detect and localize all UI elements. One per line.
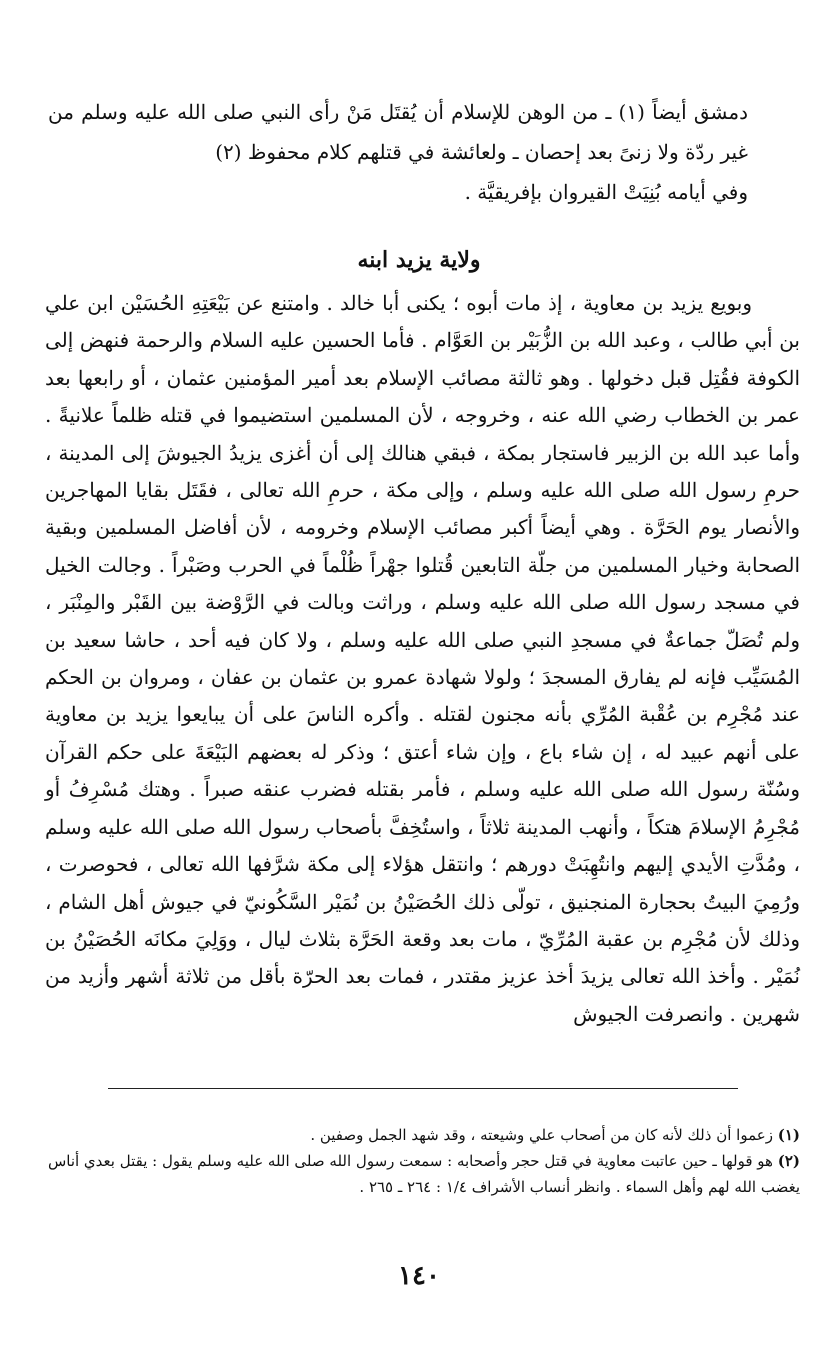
body-paragraph: وبويع يزيد بن معاوية ، إذ مات أبوه ؛ يكنى أبا خالد . وامتنع عن بَيْعَتِهِ الحُسَيْن ابن علي بن أبي طالب ، وعبد الله بن الزُّبَيْر بن العَوَّام . فأما الحسين عليه السلام والرحمة فنهض إلى الكوفة فقُتِل قبل دخولها . وهو ثالثة مصائب الإسلام بعد أمير المؤمنين عثمان ، أو رابعها بعد عمر بن الخطاب رضي الله عنه ، وخروجه ، لأن المسلمين استضيموا في قتله ظلماً علانيةً . وأما عبد الله بن الزبير فاستجار بمكة ، فبقي هنالك إلى أن أغزى يزيدُ الجيوشَ إلى المدينة ، حرمِ رسول الله صلى الله عليه وسلم ، وإلى مكة ، حرمِ الله تعالى ، فقَتَل بقايا المهاجرين والأنصار يوم الحَرَّة . وهي أيضاً أكبر مصائب الإسلام وخرومه ، لأن أفاضل المسلمين وبقية الصحابة وخيار المسلمين من جلّة التابعين قُتلوا جهْراً ظُلْماً في الحرب وصَبْراً . وجالت الخيل في مسجد رسول الله صلى الله عليه وسلم ، وراثت وبالت في الرَّوْضة بين القَبْر والمِنْبَر ، ولم تُصَلّ جماعةٌ في مسجدِ النبي صلى الله عليه وسلم ، ولا كان فيه أحد ، حاشا سعيد بن المُسَيِّب فإنه لم يفارق المسجدَ ؛ ولولا شهادة عمرو بن عثمان بن عفان ، ومروان بن الحكم عند مُجْرِم بن عُقْبة المُرِّي بأنه مجنون لقتله . وأكره الناسَ على أن يبايعوا يزيد بن معاوية على أنهم عبيد له ، إن شاء باع ، وإن شاء أعتق ؛ وذكر له بعضهم البَيْعَةَ على حكم القرآن وسُنّة رسول الله صلى الله عليه وسلم ، فأمر بقتله فضرب عنقه صبراً . وهتك مُسْرِفُ أو مُجْرِمُ الإسلامَ هتكاً ، وأنهب المدينة ثلاثاً ، واستُخِفَّ بأصحاب رسول الله صلى الله عليه وسلم ، ومُدَّتِ الأيدي إليهم وانتُهِبَتْ دورهم ؛ وانتقل هؤلاء إلى مكة شرَّفها الله تعالى ، فحوصرت ، ورُمِيَ البيتُ بحجارة المنجنيق ، تولّى ذلك الحُصَيْنُ بن نُمَيْر السَّكُونيّ في جيوش أهل الشام ، وذلك لأن مُجْرِم بن عقبة المُرِّيّ ، مات بعد وقعة الحَرَّة بثلاث ليال ، ووَلِيَ مكانَه الحُصَيْنُ بن نُمَيْر . وأخذ الله تعالى يزيدَ أخذ عزيز مقتدر ، فمات بعد الحرّة بأقل من ثلاثة أشهر وأزيد من شهرين . وانصرفت الجيوش	[45, 291, 800, 1026]
section-heading: ولاية يزيد ابنه	[357, 247, 481, 273]
footnote-1-number: (١)	[777, 1126, 800, 1144]
footnote-1-text: زعموا أن ذلك لأنه كان من أصحاب علي وشيعته ، وقد شهد الجمل وصفين .	[310, 1126, 773, 1144]
footnote-2-text: هو قولها ـ حين عاتبت معاوية في قتل حجر وأصحابه : سمعت رسول الله صلى الله عليه وسلم يقول : يقتل بعدي أناس يغضب الله لهم وأهل السماء . وانظر أنساب الأشراف ١/٤ : ٢٦٤ ـ ٢٦٥ .	[47, 1152, 800, 1196]
footnote-1	[45, 1122, 800, 1148]
footnote-2-number: (٢)	[777, 1152, 800, 1170]
intro-section	[48, 92, 748, 212]
footnote-divider	[108, 1088, 738, 1089]
footnotes-section	[45, 1122, 800, 1200]
intro-paragraph-1: دمشق أيضاً (١) ـ من الوهن للإسلام أن يُقتَل مَنْ رأى النبي صلى الله عليه وسلم من غير ردّة ولا زنىً بعد إحصان ـ ولعائشة في قتلهم كلام محفوظ (٢)	[48, 100, 749, 164]
footnote-2	[45, 1148, 800, 1200]
intro-paragraph-2: وفي أيامه بُنِيَتْ القيروان بإفريقيَّة .	[464, 180, 748, 204]
page-number: ١٤٠	[398, 1261, 440, 1291]
body-section	[45, 285, 800, 1033]
